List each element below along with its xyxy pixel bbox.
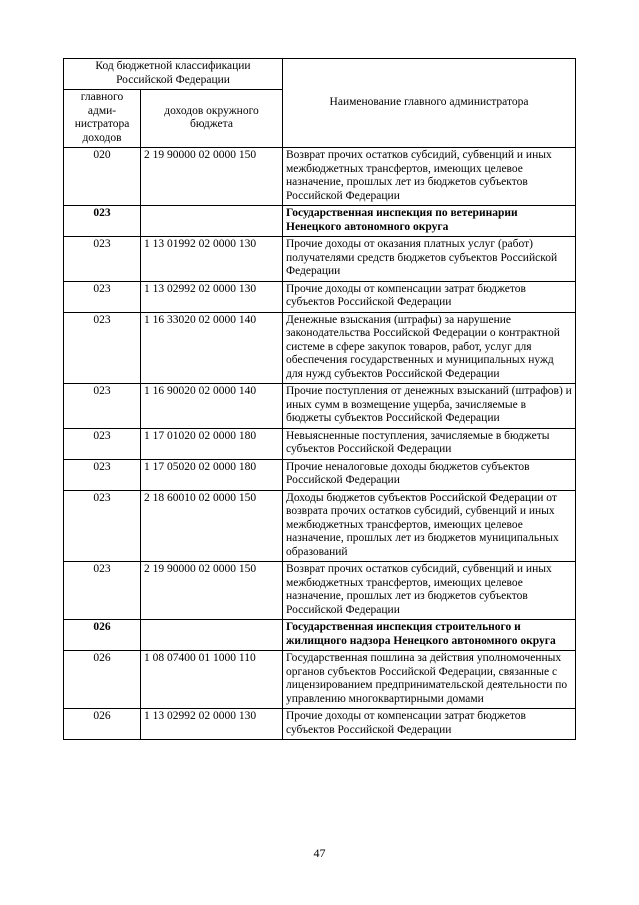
income-code-cell: 1 16 33020 02 0000 140: [141, 312, 283, 384]
administrator-group-row: [64, 206, 576, 237]
table-row: [64, 237, 576, 282]
admin-code-cell: 023: [64, 428, 141, 459]
income-code-cell: 1 17 01020 02 0000 180: [141, 428, 283, 459]
admin-code-cell: 023: [64, 384, 141, 429]
admin-code-cell: 023: [64, 490, 141, 562]
table-row: [64, 312, 576, 384]
admin-code-cell: 023: [64, 206, 141, 237]
income-code-cell: 1 17 05020 02 0000 180: [141, 459, 283, 490]
table-row: [64, 490, 576, 562]
admin-code-cell: 020: [64, 148, 141, 206]
income-code-cell: 2 18 60010 02 0000 150: [141, 490, 283, 562]
table-row: [64, 384, 576, 429]
table-row: [64, 562, 576, 620]
table-row: [64, 428, 576, 459]
admin-code-cell: 023: [64, 562, 141, 620]
table-header-row: [64, 59, 576, 90]
income-name-cell: Прочие поступления от денежных взысканий (штрафов) и иных сумм в возмещение ущерба, зачисляемые в бюджеты субъектов Российской Федерации: [283, 384, 576, 429]
income-name-cell: Денежные взыскания (штрафы) за нарушение законодательства Российской Федерации о контрактной системе в сфере закупок товаров, работ, услуг для обеспечения государственных и муниципальных нужд для нужд субъектов Российской Федерации: [283, 312, 576, 384]
admin-code-cell: 023: [64, 459, 141, 490]
admin-code-cell: 023: [64, 281, 141, 312]
income-name-cell: Невыясненные поступления, зачисляемые в бюджеты субъектов Российской Федерации: [283, 428, 576, 459]
income-name-cell: Прочие доходы от оказания платных услуг (работ) получателями средств бюджетов субъектов Российской Федерации: [283, 237, 576, 282]
admin-code-cell: 023: [64, 312, 141, 384]
table-row: [64, 281, 576, 312]
table-row: [64, 709, 576, 740]
table-row: [64, 148, 576, 206]
income-code-cell: 2 19 90000 02 0000 150: [141, 562, 283, 620]
admin-code-cell: 026: [64, 651, 141, 709]
income-name-cell: Прочие доходы от компенсации затрат бюджетов субъектов Российской Федерации: [283, 281, 576, 312]
income-name-cell: Возврат прочих остатков субсидий, субвенций и иных межбюджетных трансфертов, имеющих целевое назначение, прошлых лет из бюджетов субъектов Российской Федерации: [283, 562, 576, 620]
income-name-cell: Возврат прочих остатков субсидий, субвенций и иных межбюджетных трансфертов, имеющих целевое назначение, прошлых лет из бюджетов субъектов Российской Федерации: [283, 148, 576, 206]
classification-header: Код бюджетной классификации Российской Федерации: [64, 59, 283, 90]
income-name-cell: Государственная пошлина за действия уполномоченных органов субъектов Российской Федерации, связанные с лицензированием предпринимательской деятельности по управлению многоквартирными домами: [283, 651, 576, 709]
income-code-cell: 2 19 90000 02 0000 150: [141, 148, 283, 206]
income-name-cell: Прочие доходы от компенсации затрат бюджетов субъектов Российской Федерации: [283, 709, 576, 740]
income-code-cell: [141, 206, 283, 237]
income-code-cell: 1 08 07400 01 1000 110: [141, 651, 283, 709]
admin-code-header: главного адми-нистратора доходов: [64, 90, 141, 148]
table-row: [64, 651, 576, 709]
income-code-header: доходов окружного бюджета: [141, 90, 283, 148]
budget-classification-table: [63, 58, 576, 740]
table-row: [64, 459, 576, 490]
admin-code-cell: 026: [64, 709, 141, 740]
income-code-cell: 1 13 02992 02 0000 130: [141, 281, 283, 312]
administrator-name-header: Наименование главного администратора: [283, 59, 576, 148]
admin-code-cell: 026: [64, 620, 141, 651]
admin-code-cell: 023: [64, 237, 141, 282]
administrator-name-cell: Государственная инспекция строительного и жилищного надзора Ненецкого автономного округа: [283, 620, 576, 651]
income-code-cell: 1 13 02992 02 0000 130: [141, 709, 283, 740]
administrator-group-row: [64, 620, 576, 651]
income-code-cell: 1 16 90020 02 0000 140: [141, 384, 283, 429]
income-name-cell: Доходы бюджетов субъектов Российской Федерации от возврата прочих остатков субсидий, субвенций и иных межбюджетных трансфертов, имеющих целевое назначение, прошлых лет из бюджетов муниципальных образований: [283, 490, 576, 562]
income-name-cell: Прочие неналоговые доходы бюджетов субъектов Российской Федерации: [283, 459, 576, 490]
page-number: 47: [313, 846, 326, 860]
income-code-cell: 1 13 01992 02 0000 130: [141, 237, 283, 282]
income-code-cell: [141, 620, 283, 651]
administrator-name-cell: Государственная инспекция по ветеринарии Ненецкого автономного округа: [283, 206, 576, 237]
